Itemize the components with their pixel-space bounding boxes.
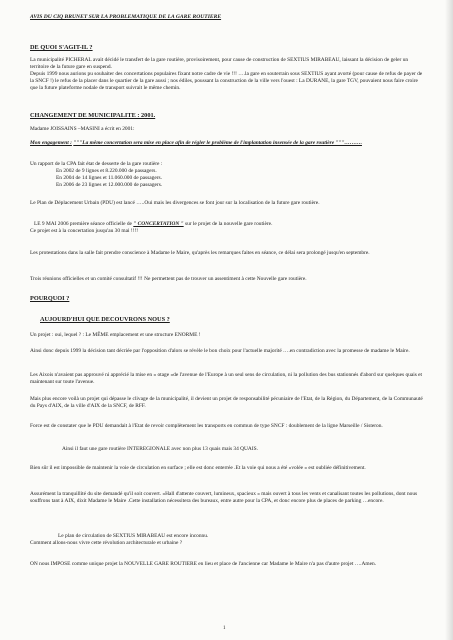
stat-2004: En 2004 de 14 lignes et 11.060.000 de passagers. — [56, 175, 162, 181]
paragraph-pdu-etat: Force est de constater que le PDU demandait à l'Etat de revoir complètement les transports en commun de type SNCF : doublement de la ligne Marseille / Sisteron. — [30, 423, 383, 429]
document-header: AVIS DU CIQ BRUNET SUR LA PROBLEMATIQUE DE LA GARE ROUTIERE — [30, 14, 222, 20]
paragraph-aixois: Les Aixois n'avaient pas approuvé ni apprécié la mise en « otage »de l'avenue de l'Europe à un seul sens de circulation, ni la pollution des bus stationnés d'abord sur quelques quais et maintenant sur toute l'avenue. — [30, 372, 423, 385]
page-number: 1 — [223, 626, 226, 631]
paragraph-interegionale: Ainsi il faut une gare routière INTEREGIONALE avec non plus 13 quais mais 34 QUAIS. — [62, 446, 258, 452]
paragraph-responsabilite: Mais plus encore voilà un projet qui dépasse le clivage de la municipalité, il devient un projet de responsabilité pécuniaire de l'Etat, de la Région, du Département, de la Communauté du Pays d'AIX, de la ville d'AIX de la SNCF, de RFF. — [30, 396, 423, 409]
author-line: Madame JOISSAINS –MASINI a écrit en 2001: — [30, 126, 135, 132]
may-line-b: sur le projet de la nouvelle gare routière. — [185, 221, 273, 227]
paragraph-impose: ON nous IMPOSE comme unique projet la NOUVELLE GARE ROUTIERE en lieu et place de l'ancienne car Madame le Maire n'a pas d'autre projet ….Amen. — [30, 561, 377, 567]
section-title-de-quoi: DE QUOI S'AGIT-IL ? — [30, 44, 93, 51]
section-title-pourquoi: POURQUOI ? — [30, 295, 70, 302]
reunions-paragraph: Trois réunions officielles et un comité consultatif !!! Ne permettent pas de trouver un assentiment à cette Nouvelle gare routière. — [30, 276, 307, 282]
paragraph-picheral: La municipalité PICHERAL avait décidé le transfert de la gare routière, provisoirement, pour cause de construction de SEXTIUS MIRABEAU, laissant la décision de geler un territoire de la future gare en suspend. — [30, 57, 409, 70]
engagement-quote — [30, 140, 425, 147]
paragraph-comment-vivre: Comment allons-nous vivre cette révolution architecturale et urbaine ? — [30, 540, 183, 546]
engagement-text: """La même concertation sera mise en place afin de régler le problème de l'implantation insensée de la gare routière """………. — [73, 140, 362, 146]
protest-paragraph: Les protestations dans la salle fait prendre conscience à Madame le Maire, qu'après les remarques faites en séance, ce délai sera prolongé jusqu'en septembre. — [30, 250, 370, 256]
may-deadline: Ce projet est à la concertation jusqu'au 30 mai !!!! — [30, 228, 138, 234]
may-line — [34, 221, 272, 228]
paragraph-plan-circulation: Le plan de circulation de SEXTIUS MIRABEAU est encore inconnu. — [58, 533, 209, 539]
stat-2002: En 2002 de 9 lignes et 8.220.000 de passagers. — [56, 168, 157, 174]
paragraph-decision-1999: Ainsi donc depuis 1999 la décision tant décriée par l'opposition d'alors se révèle le bon choix pour l'actuelle majorité ….en contradiction avec la promesse de madame le Maire. — [30, 348, 410, 354]
stat-2006: En 2006 de 23 lignes et 12.000.000 de passagers. — [56, 182, 163, 188]
paragraph-tranquillite: Assurément la tranquillité du site demandé qu'il soit couvert. «Hall d'attente couvert, lumineux, spacieux » mais ouvert à tous les vents et canalisant toutes les pollutions, dont nous souffrons tant à AIX, dixit Madame le Maire .Cette installation nécessitera des bureaux, entre autre pour la CPA, et donc encore plus de places de parking …encore. — [30, 491, 418, 504]
cpa-intro: Un rapport de la CPA fait état de desserte de la gare routière : — [30, 161, 163, 167]
may-line-a: LE 9 MAI 2006 première séance officielle de — [34, 221, 132, 227]
concertation-highlight: " CONCERTATION " — [133, 221, 184, 227]
section-title-changement: CHANGEMENT DE MUNICIPALITE : 2001. — [30, 112, 156, 119]
paragraph-voie-enterree: Bien sûr il est impossible de maintenir la voie de circulation en surface ; elle est donc enterrée .Et la voie qui nous a été «volée » est oubliée définitivement. — [30, 465, 366, 471]
pdu-paragraph: Le Plan de Déplacement Urbain (PDU) est lancé …..Oui mais les divergences se font jour sur la localisation de la future gare routière. — [30, 200, 320, 206]
engagement-label: Mon engagement : — [30, 140, 72, 146]
paragraph-depuis-1999: Depuis 1999 nous aurions pu souhaiter des concertations populaires fixant notre cadre de vie !!! ….la gare en souterrain sous SEXTIUS ayant avorté (pour cause de refus de payer de la SNCF !) le refus de la placer dans le quartier de la gare aussi ; nos édiles, poussant la construction de la ville vers l'ouest : La DURANE, la gare TGV, pouvaient nous faire croire que la future plateforme nodale de transport suivrait le même chemin. — [30, 71, 423, 91]
page-edge-shadow — [445, 0, 453, 640]
paragraph-projet: Un projet : oui, lequel ? : Le MÊME emplacement et une structure ENORME ! — [30, 332, 201, 338]
section-subtitle-aujourdhui: AUJOURD'HUI QUE DECOUVRONS NOUS ? — [40, 316, 170, 323]
